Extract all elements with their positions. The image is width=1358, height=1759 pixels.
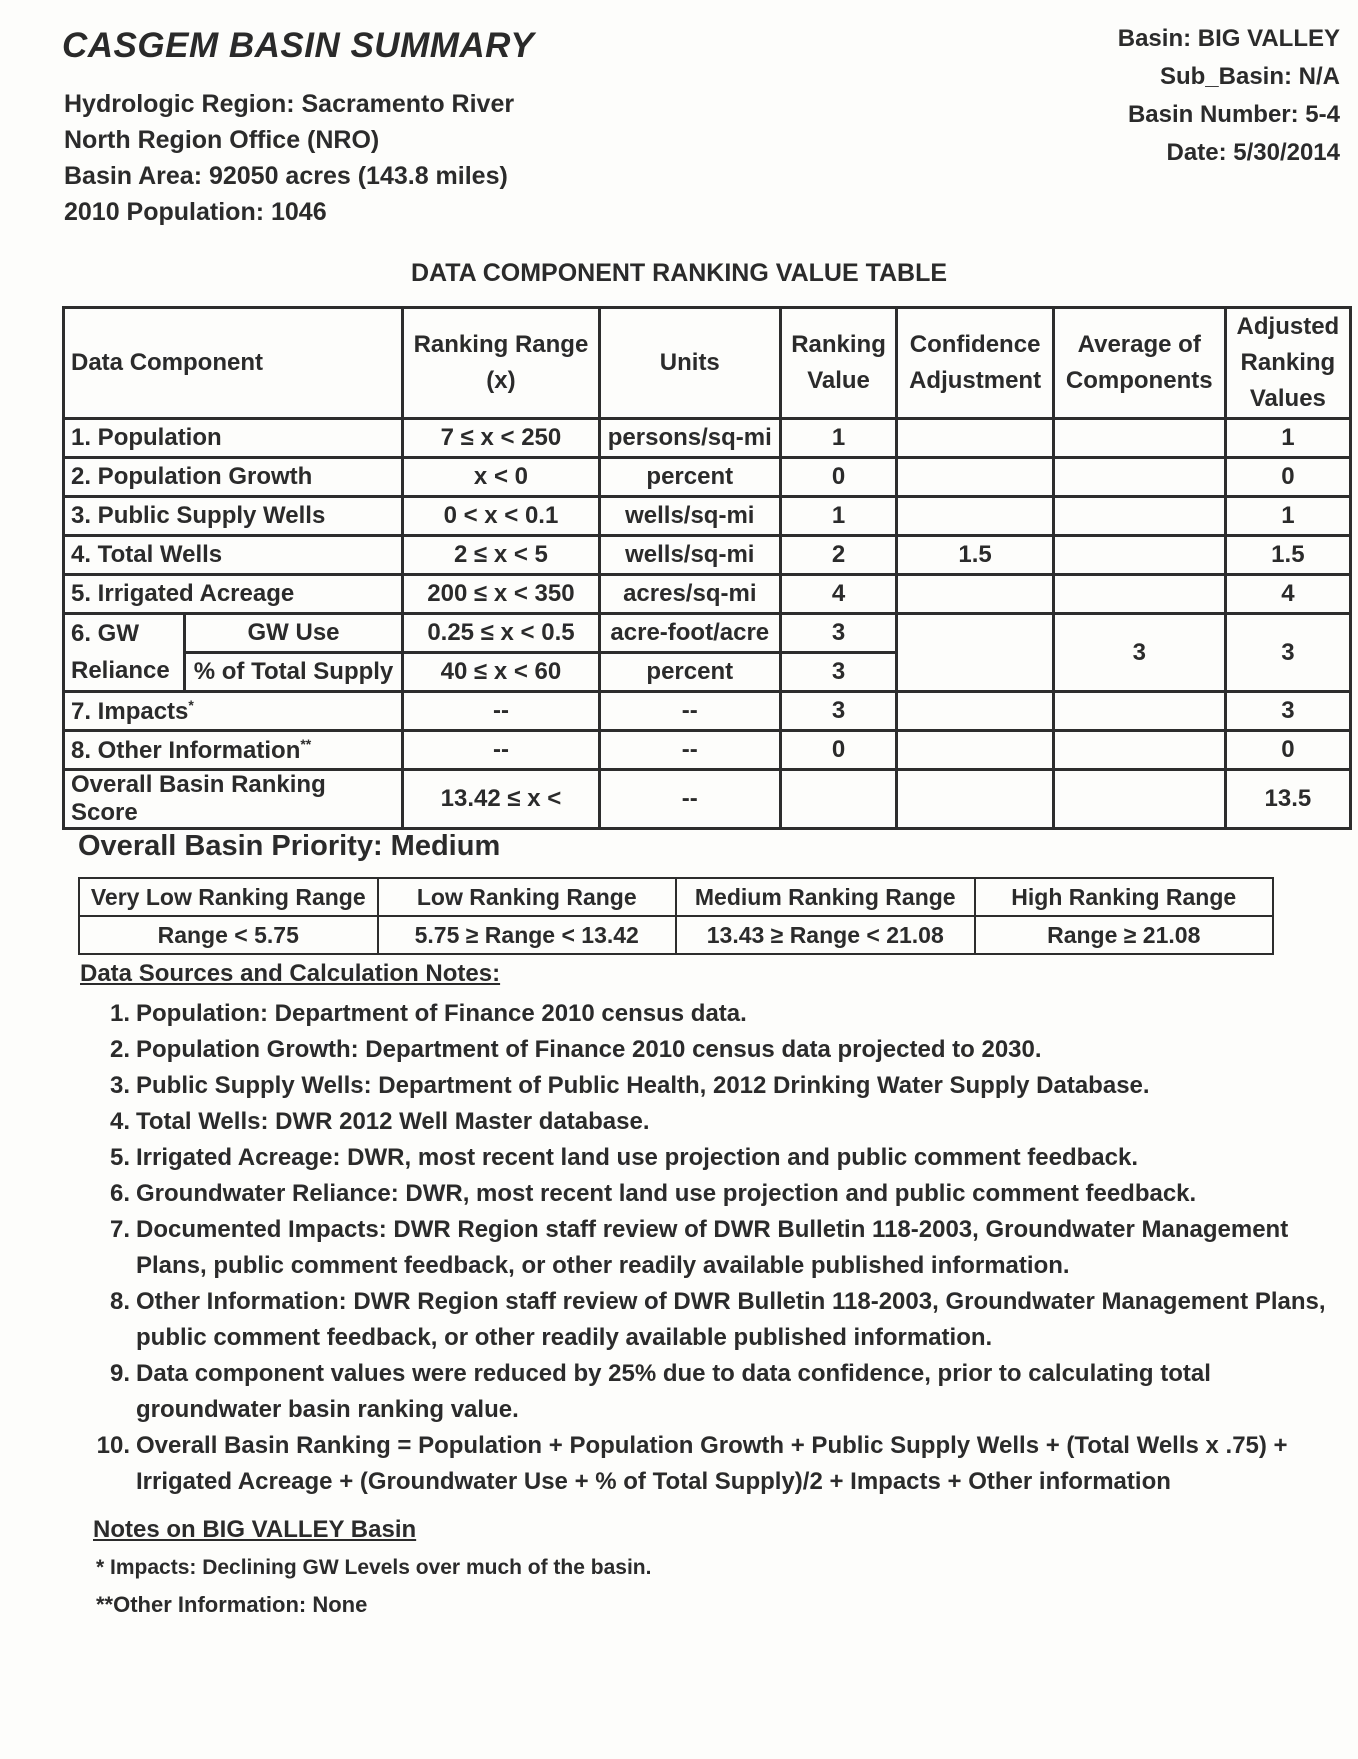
impacts-confidence [897, 692, 1053, 731]
page-title: CASGEM BASIN SUMMARY [62, 26, 535, 65]
row-average [1053, 536, 1225, 575]
row-component: 4. Total Wells [64, 536, 403, 575]
note-text: Irrigated Acreage: DWR, most recent land use projection and public comment feedback. [136, 1144, 1138, 1171]
note-item [90, 996, 1340, 1032]
gw-use-label: GW Use [184, 614, 402, 653]
row-value: 0 [780, 458, 897, 497]
row-average [1053, 575, 1225, 614]
gw-use-value: 3 [780, 614, 897, 653]
gw-reliance-label-bottom: Reliance [64, 653, 185, 692]
basin-note-other: **Other Information: None [96, 1592, 368, 1617]
note-number: 5. [109, 1144, 130, 1171]
range-name: Very Low Ranking Range [79, 878, 378, 916]
population-2010: 2010 Population: 1046 [64, 198, 327, 226]
gw-supply-label: % of Total Supply [184, 653, 402, 692]
row-range: 2 ≤ x < 5 [403, 536, 600, 575]
impacts-label: 7. Impacts [71, 697, 189, 725]
row-average [1053, 497, 1225, 536]
row-units: wells/sq-mi [599, 536, 780, 575]
range-value: 13.43 ≥ Range < 21.08 [676, 916, 975, 954]
overall-average [1053, 770, 1225, 829]
impacts-component [64, 692, 403, 731]
note-text: Documented Impacts: DWR Region staff review of DWR Bulletin 118-2003, Groundwater Management Plans, public comment feedback, or other readily available published information. [136, 1216, 1289, 1279]
basin-note-impacts: * Impacts: Declining GW Levels over much of the basin. [96, 1556, 652, 1579]
impacts-adjusted: 3 [1225, 692, 1350, 731]
note-number: 6. [109, 1180, 130, 1207]
row-value: 2 [780, 536, 897, 575]
basin-notes-heading: Notes on BIG VALLEY Basin [93, 1516, 417, 1543]
header-data-component: Data Component [64, 308, 403, 419]
note-text: Overall Basin Ranking = Population + Population Growth + Public Supply Wells + (Total Wells x .75) + Irrigated Acreage + (Groundwater Use + % of Total Supply)/2 + Impacts + Other information [136, 1432, 1288, 1495]
table-row-other [64, 731, 1351, 770]
note-number: 2. [109, 1036, 130, 1063]
note-text: Population: Department of Finance 2010 census data. [136, 1000, 747, 1027]
row-confidence [897, 458, 1053, 497]
impacts-value: 3 [780, 692, 897, 731]
basin-name: Basin: BIG VALLEY [1117, 25, 1340, 52]
note-text: Public Supply Wells: Department of Public Health, 2012 Drinking Water Supply Database. [136, 1072, 1150, 1099]
row-range: 0 < x < 0.1 [403, 497, 600, 536]
gw-confidence [897, 614, 1053, 692]
gw-adjusted: 3 [1225, 614, 1350, 692]
note-number: 10. [96, 1432, 130, 1459]
overall-confidence [897, 770, 1053, 829]
impacts-range: -- [403, 692, 600, 731]
overall-range: 13.42 ≤ x < [403, 770, 600, 829]
note-text: Population Growth: Department of Finance 2010 census data projected to 2030. [136, 1036, 1042, 1063]
row-units: acres/sq-mi [599, 575, 780, 614]
row-value: 1 [780, 497, 897, 536]
row-units: wells/sq-mi [599, 497, 780, 536]
row-units: percent [599, 458, 780, 497]
report-date: Date: 5/30/2014 [1166, 139, 1340, 166]
other-adjusted: 0 [1225, 731, 1350, 770]
row-adjusted: 0 [1225, 458, 1350, 497]
table-row [64, 458, 1351, 497]
range-name: Low Ranking Range [378, 878, 677, 916]
row-component: 1. Population [64, 419, 403, 458]
note-item [90, 1212, 1340, 1284]
gw-average: 3 [1053, 614, 1225, 692]
other-label: 8. Other Information [71, 736, 301, 764]
gw-supply-range: 40 ≤ x < 60 [403, 653, 600, 692]
note-number: 3. [109, 1072, 130, 1099]
row-range: 200 ≤ x < 350 [403, 575, 600, 614]
other-component [64, 731, 403, 770]
notes-heading: Data Sources and Calculation Notes: [80, 960, 501, 987]
note-item [90, 1140, 1340, 1176]
note-text: Total Wells: DWR 2012 Well Master database. [136, 1108, 650, 1135]
other-average [1053, 731, 1225, 770]
row-adjusted: 1 [1225, 497, 1350, 536]
range-value: Range < 5.75 [79, 916, 378, 954]
hydrologic-region: Hydrologic Region: Sacramento River [64, 90, 515, 118]
row-confidence [897, 575, 1053, 614]
table-row [64, 419, 1351, 458]
note-text: Data component values were reduced by 25% due to data confidence, prior to calculating total groundwater basin ranking value. [136, 1360, 1211, 1423]
overall-component: Overall Basin Ranking Score [64, 770, 403, 829]
overall-units: -- [599, 770, 780, 829]
row-adjusted: 1.5 [1225, 536, 1350, 575]
region-office: North Region Office (NRO) [64, 126, 380, 154]
note-item [90, 1284, 1340, 1356]
gw-use-range: 0.25 ≤ x < 0.5 [403, 614, 600, 653]
impacts-footnote-mark: * [188, 696, 194, 713]
header-average-of-components: Average of Components [1053, 308, 1225, 419]
note-item [90, 1428, 1340, 1500]
table-row [64, 575, 1351, 614]
other-footnote-mark: ** [300, 735, 312, 752]
row-adjusted: 4 [1225, 575, 1350, 614]
gw-use-units: acre-foot/acre [599, 614, 780, 653]
other-value: 0 [780, 731, 897, 770]
priority-range-table [78, 877, 1274, 955]
impacts-average [1053, 692, 1225, 731]
overall-basin-priority: Overall Basin Priority: Medium [78, 830, 501, 862]
impacts-units: -- [599, 692, 780, 731]
row-value: 4 [780, 575, 897, 614]
note-number: 1. [109, 1000, 130, 1027]
table-row-overall [64, 770, 1351, 829]
row-average [1053, 458, 1225, 497]
basin-info-left [64, 86, 514, 230]
basin-info-right [1118, 20, 1340, 172]
gw-supply-units: percent [599, 653, 780, 692]
row-adjusted: 1 [1225, 419, 1350, 458]
other-confidence [897, 731, 1053, 770]
row-confidence [897, 419, 1053, 458]
note-text: Other Information: DWR Region staff review of DWR Bulletin 118-2003, Groundwater Management Plans, public comment feedback, or other readily available published information. [136, 1288, 1326, 1351]
gw-reliance-label-top: 6. GW [64, 614, 185, 653]
range-value-row [79, 916, 1273, 954]
note-number: 8. [109, 1288, 130, 1315]
table-row [64, 536, 1351, 575]
note-item [90, 1032, 1340, 1068]
row-units: persons/sq-mi [599, 419, 780, 458]
sub-basin: Sub_Basin: N/A [1159, 63, 1340, 90]
other-units: -- [599, 731, 780, 770]
range-name: Medium Ranking Range [676, 878, 975, 916]
range-name: High Ranking Range [975, 878, 1274, 916]
note-number: 7. [109, 1216, 130, 1243]
note-item [90, 1104, 1340, 1140]
row-confidence [897, 497, 1053, 536]
table-row-gw-use [64, 614, 1351, 653]
row-range: 7 ≤ x < 250 [403, 419, 600, 458]
basin-area: Basin Area: 92050 acres (143.8 miles) [64, 162, 508, 190]
other-range: -- [403, 731, 600, 770]
note-text: Groundwater Reliance: DWR, most recent land use projection and public comment feedback. [136, 1180, 1197, 1207]
row-component: 5. Irrigated Acreage [64, 575, 403, 614]
gw-supply-value: 3 [780, 653, 897, 692]
header-ranking-range: Ranking Range (x) [403, 308, 600, 419]
table-header-row [64, 308, 1351, 419]
range-value: Range ≥ 21.08 [975, 916, 1274, 954]
header-ranking-value: Ranking Value [780, 308, 897, 419]
range-value: 5.75 ≥ Range < 13.42 [378, 916, 677, 954]
note-number: 4. [109, 1108, 130, 1135]
note-number: 9. [109, 1360, 130, 1387]
row-average [1053, 419, 1225, 458]
note-item [90, 1068, 1340, 1104]
row-component: 3. Public Supply Wells [64, 497, 403, 536]
header-adjusted-ranking-values: Adjusted Ranking Values [1225, 308, 1350, 419]
header-units: Units [599, 308, 780, 419]
note-item [90, 1356, 1340, 1428]
row-confidence: 1.5 [897, 536, 1053, 575]
header-confidence-adjustment: Confidence Adjustment [897, 308, 1053, 419]
row-range: x < 0 [403, 458, 600, 497]
note-item [90, 1176, 1340, 1212]
table-title: DATA COMPONENT RANKING VALUE TABLE [410, 259, 948, 287]
notes-list [90, 996, 1340, 1500]
overall-value [780, 770, 897, 829]
row-value: 1 [780, 419, 897, 458]
basin-number: Basin Number: 5-4 [1127, 101, 1340, 128]
row-component: 2. Population Growth [64, 458, 403, 497]
table-row-impacts [64, 692, 1351, 731]
table-row [64, 497, 1351, 536]
overall-adjusted: 13.5 [1225, 770, 1350, 829]
range-name-row [79, 878, 1273, 916]
ranking-value-table [62, 306, 1352, 830]
